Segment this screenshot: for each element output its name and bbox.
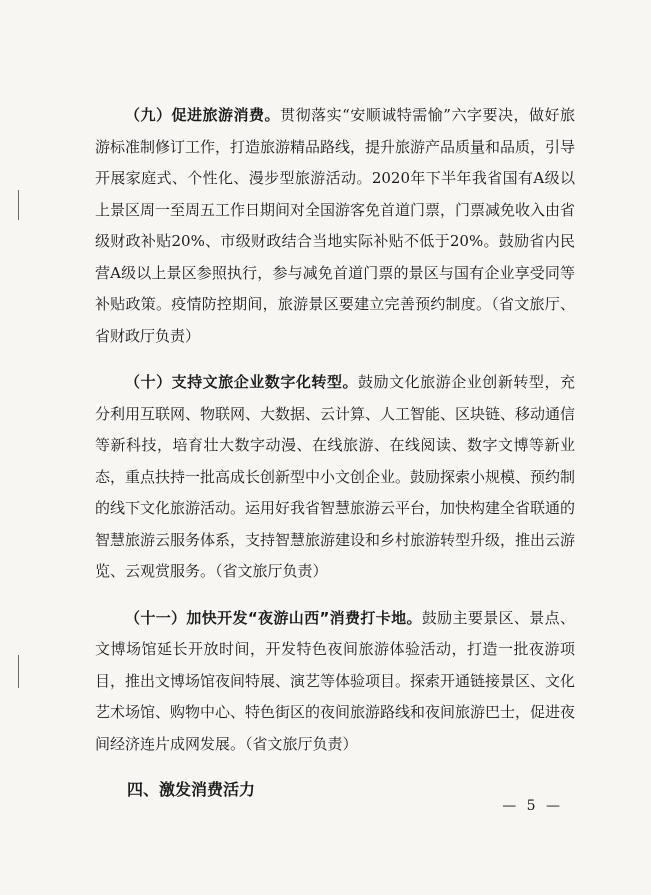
section-heading: 四、激发消费活力: [127, 780, 256, 799]
paragraph-lead: （十一）加快开发“夜游山西”消费打卡地。: [125, 608, 422, 627]
paragraph-body: 贯彻落实“安顺诚特需愉”六字要决，做好旅游标准制修订工作，打造旅游精品路线，提升旅游产品质量和品质，引导开展家庭式、个性化、漫步型旅游活动。2020年下半年我省国有A级以上景区周一至周五工作日期间对全国游客免首道门票，门票减免收入由省级财政补贴20%、市级财政结合当地实际补贴不低于20%。鼓励省内民营A级以上景区参照执行，参与减免首道门票的景区与国有企业享受同等补贴政策。疫情防控期间，旅游景区要建立完善预约制度。（省文旅厅、省财政厅负责）: [95, 106, 576, 345]
paragraph-body: 鼓励文化旅游企业创新转型，充分利用互联网、物联网、大数据、云计算、人工智能、区块链、移动通信等新科技，培育壮大数字动漫、在线旅游、在线阅读、数字文博等新业态，重点扶持一批高成长创新型中小文创企业。鼓励探索小规模、预约制的线下文化旅游活动。运用好我省智慧旅游云平台，加快构建全省联通的智慧旅游云服务体系，支持智慧旅游建设和乡村旅游转型升级，推出云游览、云观赏服务。（省文旅厅负责）: [95, 373, 576, 580]
paragraph-body: 鼓励主要景区、景点、文博场馆延长开放时间，开发特色夜间旅游体验活动，打造一批夜游项目，推出文博场馆夜间特展、演艺等体验项目。探索开通链接景区、文化艺术场馆、购物中心、特色街区的夜间旅游路线和夜间旅游巴士，促进夜间经济连片成网发展。（省文旅厅负责）: [95, 608, 576, 753]
paragraph-digital-transformation: [95, 367, 575, 588]
paragraph-night-tourism: [95, 603, 575, 761]
paragraph-promote-tourism-consumption: [95, 100, 575, 352]
page-number: — 5 —: [502, 798, 563, 814]
margin-mark: [18, 655, 19, 688]
document-page: [95, 100, 575, 805]
paragraph-lead: （九）促进旅游消费。: [125, 106, 281, 124]
margin-mark: [18, 190, 19, 220]
paragraph-lead: （十）支持文旅企业数字化转型。: [125, 373, 359, 391]
